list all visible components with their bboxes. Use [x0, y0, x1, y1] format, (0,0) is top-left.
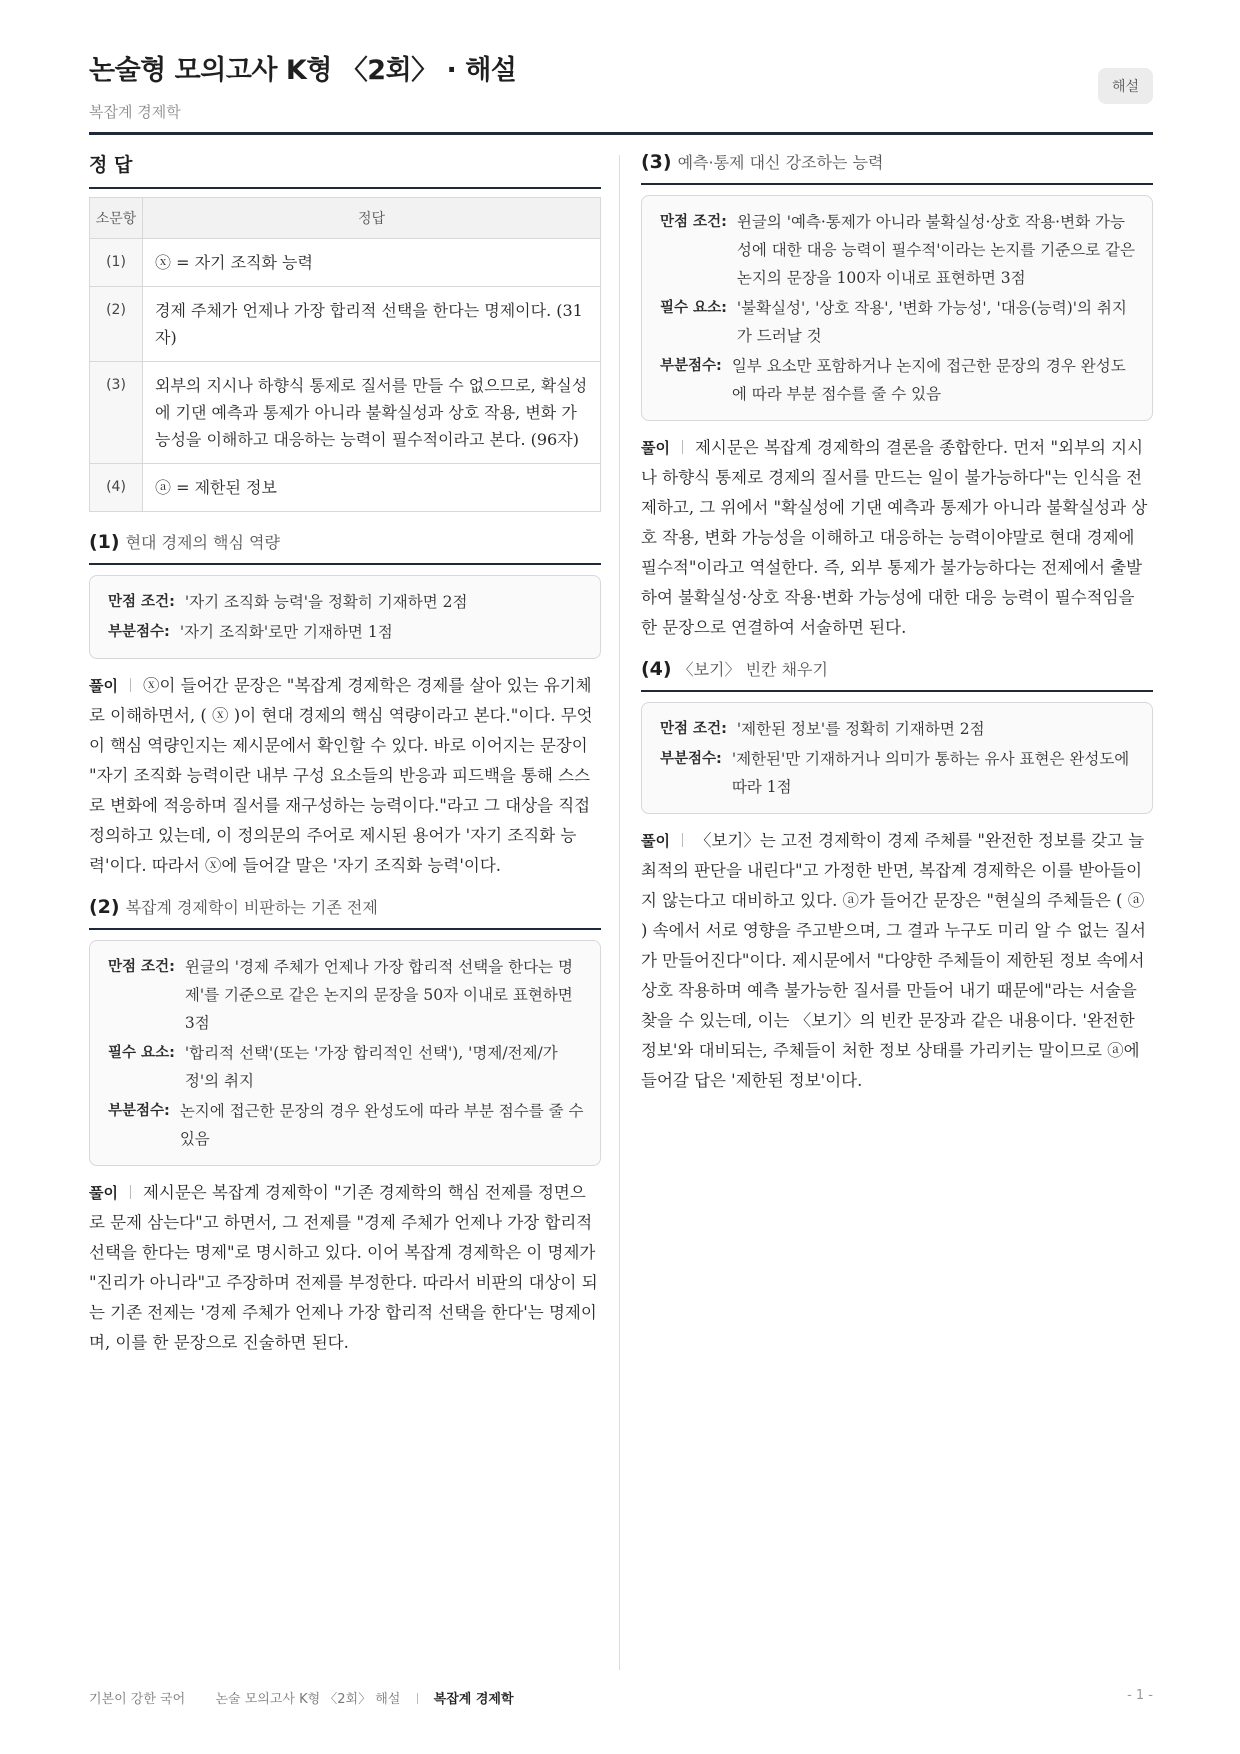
section-3-heading: (3) 예측·통제 대신 강조하는 능력 [641, 150, 1153, 185]
column-divider [619, 155, 620, 1670]
page-number: - 1 - [1127, 1688, 1153, 1703]
answer-table-header [90, 198, 601, 239]
answer-cell: ⓐ = 제한된 정보 [143, 464, 601, 512]
section-2-heading: (2) 복잡계 경제학이 비판하는 기존 전제 [89, 895, 601, 930]
criteria-row: 만점 조건: 윈글의 '예측·통제가 아니라 불확실성·상호 작용·변화 가능성에 대한 대응 능력이 필수적'이라는 논지를 기준으로 같은 논지의 문장을 100자 이내로 표현하면 3점 [660, 213, 1135, 287]
explanation: 풀이 제시문은 복잡계 경제학이 "기존 경제학의 핵심 전제를 정면으로 문제 삼는다"고 하면서, 그 전제를 "경제 주체가 언제나 가장 합리적 선택을 한다는 명제"로 명시하고 있다. 이어 복잡계 경제학은 이 명제가 "진리가 아니라"고 주장하며 전제를 부정한다. 따라서 비판의 대상이 되는 기존 전제는 '경제 주체가 언제나 가장 합리적 선택을 한다'는 명제이며, 이를 한 문장으로 진술하면 된다. [89, 1183, 598, 1352]
criteria-row: 만점 조건: 윈글의 '경제 주체가 언제나 가장 합리적 선택을 한다는 명제'를 기준으로 같은 논지의 문장을 50자 이내로 표현하면 3점 [108, 958, 573, 1032]
criteria-row: 만점 조건: '자기 조직화 능력'을 정확히 기재하면 2점 [108, 593, 468, 611]
answers-heading: 정 답 [89, 150, 601, 189]
item-number: (2) [90, 287, 143, 362]
section-1-heading: (1) 현대 경제의 핵심 역량 [89, 530, 601, 565]
scoring-criteria-box [89, 575, 601, 659]
col-item-header: 소문항 [90, 198, 143, 239]
answer-cell: 경제 주체가 언제나 가장 합리적 선택을 한다는 명제이다. (31자) [143, 287, 601, 362]
table-row [90, 362, 601, 464]
left-column [89, 150, 601, 1372]
explanation: 풀이 제시문은 복잡계 경제학의 결론을 종합한다. 먼저 "외부의 지시나 하향식 통제로 경제의 질서를 만드는 일이 불가능하다"는 인식을 전제하고, 그 위에서 "확실성에 기댄 예측과 통제가 아니라 불확실성과 상호 작용, 변화 가능성을 이해하고 대응하는 능력이야말로 현대 경제에 필수적"이라고 역설한다. 즉, 외부 통제가 불가능하다는 전제에서 출발하여 불확실성·상호 작용·변화 가능성에 대한 대응 능력이 필수적임을 한 문장으로 연결하여 서술하면 된다. [641, 438, 1148, 637]
table-row [90, 287, 601, 362]
item-number: (3) [90, 362, 143, 464]
page-header [89, 48, 1153, 122]
page-footer [89, 1688, 1153, 1707]
page-subtitle: 복잡계 경제학 [89, 103, 181, 121]
criteria-row: 부분점수: 논지에 접근한 문장의 경우 완성도에 따라 부분 점수를 줄 수 있음 [108, 1102, 584, 1148]
answer-table [89, 197, 601, 512]
answer-cell: ⓧ = 자기 조직화 능력 [143, 239, 601, 287]
explanation: 풀이 ⓧ이 들어간 문장은 "복잡계 경제학은 경제를 살아 있는 유기체로 이해하면서, ( ⓧ )이 현대 경제의 핵심 역량이라고 본다."이다. 무엇이 핵심 역량인지는 제시문에서 확인할 수 있다. 바로 이어지는 문장이 "자기 조직화 능력이란 내부 구성 요소들의 반응과 피드백을 통해 스스로 변화에 적응하며 질서를 재구성하는 능력이다."라고 그 대상을 직접 정의하고 있는데, 이 정의문의 주어로 제시된 용어가 '자기 조직화 능력'이다. 따라서 ⓧ에 들어갈 말은 '자기 조직화 능력'이다. [89, 676, 593, 875]
criteria-row: 부분점수: 일부 요소만 포함하거나 논지에 접근한 문장의 경우 완성도에 따라 부분 점수를 줄 수 있음 [660, 357, 1126, 403]
criteria-row: 부분점수: '자기 조직화'로만 기재하면 1점 [108, 623, 393, 641]
criteria-row: 부분점수: '제한된'만 기재하거나 의미가 통하는 유사 표현은 완성도에 따라 1점 [660, 750, 1130, 796]
item-number: (4) [90, 464, 143, 512]
table-row [90, 464, 601, 512]
answer-cell: 외부의 지시나 하향식 통제로 질서를 만들 수 없으므로, 확실성에 기댄 예측과 통제가 아니라 불확실성과 상호 작용, 변화 가능성을 이해하고 대응하는 능력이 필수적이라고 본다. (96자) [143, 362, 601, 464]
right-column [641, 150, 1153, 1110]
section-4-heading: (4) 〈보기〉 빈칸 채우기 [641, 657, 1153, 692]
col-answer-header: 정답 [143, 198, 601, 239]
criteria-row: 필수 요소: '불확실성', '상호 작용', '변화 가능성', '대응(능력)'의 취지가 드러날 것 [660, 299, 1127, 345]
header-divider [89, 132, 1153, 135]
criteria-row: 만점 조건: '제한된 정보'를 정확히 기재하면 2점 [660, 720, 985, 738]
table-row [90, 239, 601, 287]
footer-brand: 기본이 강한 국어 [89, 1692, 186, 1707]
explanation: 풀이 〈보기〉는 고전 경제학이 경제 주체를 "완전한 정보를 갖고 늘 최적의 판단을 내린다"고 가정한 반면, 복잡계 경제학은 이를 받아들이지 않는다고 대비하고 있다. ⓐ가 들어간 문장은 "현실의 주체들은 ( ⓐ ) 속에서 서로 영향을 주고받으며, 그 결과 누구도 미리 알 수 없는 질서가 만들어진다"이다. 제시문에서 "다양한 주체들이 제한된 정보 속에서 상호 작용하며 예측 불가능한 질서를 만들어 내기 때문에"라는 서술을 찾을 수 있는데, 이는 〈보기〉의 빈칸 문장과 같은 내용이다. '완전한 정보'와 대비되는, 주체들이 처한 정보 상태를 가리키는 말이므로 ⓐ에 들어갈 답은 '제한된 정보'이다. [641, 831, 1146, 1090]
scoring-criteria-box [89, 940, 601, 1166]
scoring-criteria-box [641, 195, 1153, 421]
footer-doc-title: 논술 모의고사 K형 〈2회〉 해설 [215, 1692, 401, 1707]
item-number: (1) [90, 239, 143, 287]
scoring-criteria-box [641, 702, 1153, 814]
criteria-row: 필수 요소: '합리적 선택'(또는 '가장 합리적인 선택'), '명제/전제/가정'의 취지 [108, 1044, 558, 1090]
footer-topic: 복잡계 경제학 [433, 1692, 514, 1707]
explanation-badge: 해설 [1098, 68, 1153, 104]
page-title: 논술형 모의고사 K형 〈2회〉 · 해설 [89, 55, 517, 86]
